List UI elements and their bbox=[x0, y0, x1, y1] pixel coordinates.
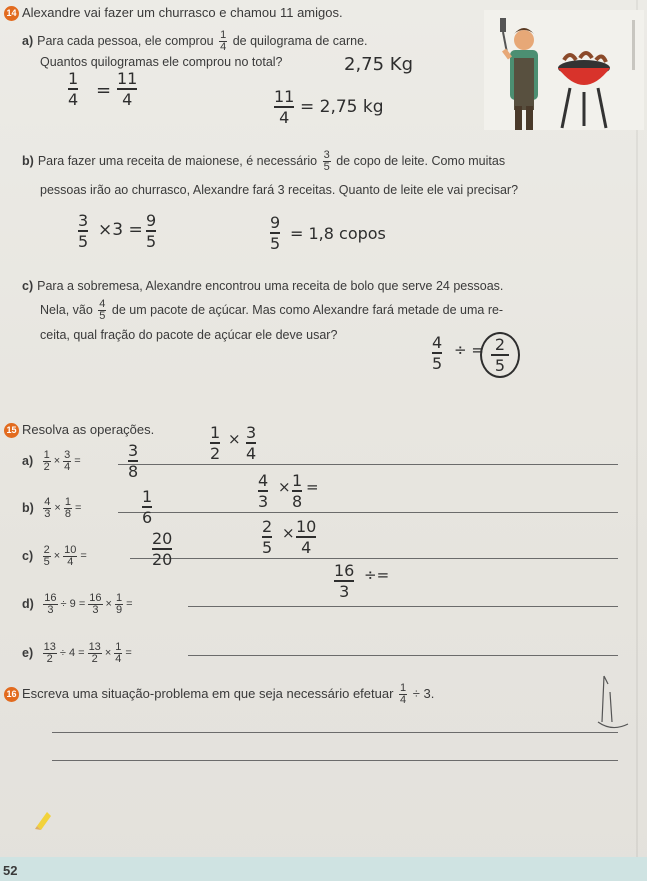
page-number: 52 bbox=[3, 863, 18, 878]
hw-num: 3 bbox=[128, 441, 139, 460]
scratch-frac bbox=[296, 518, 316, 556]
frac-num: 3 bbox=[64, 449, 71, 461]
fraction bbox=[43, 593, 57, 616]
man-leg-right bbox=[526, 106, 533, 130]
q14a-line1 bbox=[22, 30, 368, 53]
hw-num: 4 bbox=[258, 471, 269, 490]
frac-den: 3 bbox=[92, 604, 99, 616]
scratch-frac bbox=[334, 562, 354, 600]
hw-den: 4 bbox=[68, 90, 79, 109]
frac-num: 10 bbox=[64, 544, 77, 556]
sketch-stroke bbox=[598, 676, 628, 728]
fraction bbox=[63, 545, 77, 568]
hw-den: 4 bbox=[301, 538, 312, 557]
hw-den: 5 bbox=[146, 232, 157, 251]
scratch-op: × bbox=[282, 524, 295, 542]
frac-num: 1 bbox=[115, 592, 123, 604]
q14c-hw-circled-answer bbox=[480, 332, 520, 378]
operator: ÷ 4 = bbox=[59, 647, 85, 659]
frac-num: 4 bbox=[44, 496, 51, 508]
frac-num: 4 bbox=[99, 298, 106, 310]
frac-den: 8 bbox=[64, 508, 71, 520]
q16-text2: ÷ 3. bbox=[412, 685, 435, 701]
q14b-hw-times: ×3 = bbox=[98, 220, 143, 240]
q14b-text3: pessoas irão ao churrasco, Alexandre fará 3 receitas. Quanto de leite ele vai precisar? bbox=[40, 183, 519, 197]
q14b-hw-frac1 bbox=[78, 212, 88, 250]
frac-num: 16 bbox=[44, 592, 57, 604]
q14c-label: c) bbox=[22, 279, 34, 293]
frac-den: 3 bbox=[47, 604, 54, 616]
pencil-icon bbox=[33, 808, 55, 830]
man-apron bbox=[514, 58, 534, 110]
answer-line-c bbox=[130, 558, 618, 559]
answer-line-d bbox=[188, 606, 618, 607]
q14c-hw-eq: ÷ = bbox=[454, 341, 484, 359]
q15-title-text: Resolva as operações. bbox=[22, 422, 155, 437]
footer-band bbox=[0, 857, 647, 881]
hw-num: 1 bbox=[292, 471, 303, 490]
scratch-frac bbox=[292, 472, 302, 510]
frac-num: 3 bbox=[323, 149, 330, 161]
fraction bbox=[43, 642, 57, 665]
frac-num: 13 bbox=[88, 641, 101, 653]
q14b-label: b) bbox=[22, 153, 34, 168]
fraction bbox=[43, 450, 51, 473]
operator: × bbox=[104, 647, 112, 659]
frac-den: 2 bbox=[46, 653, 53, 665]
item-label: b) bbox=[22, 500, 34, 515]
frac-den: 9 bbox=[115, 604, 123, 616]
hw-num: 9 bbox=[270, 213, 281, 232]
hw-num: 4 bbox=[432, 333, 443, 352]
q16-badge: 16 bbox=[4, 687, 19, 702]
scratch-frac bbox=[246, 424, 256, 462]
hw-num: 1 bbox=[142, 487, 153, 506]
scratch-frac bbox=[258, 472, 268, 510]
answer-line-b bbox=[118, 512, 618, 513]
hw-den: 5 bbox=[270, 234, 281, 253]
operator: × bbox=[105, 598, 112, 610]
q14c-line3 bbox=[40, 328, 337, 343]
equals: = bbox=[125, 647, 132, 659]
hw-num: 11 bbox=[274, 87, 295, 106]
hw-num: 2 bbox=[494, 335, 506, 354]
hw-den: 2 bbox=[210, 444, 221, 463]
q16-text1: Escreva uma situação-problema em que seja necessário efetuar bbox=[22, 685, 394, 701]
frac-den: 4 bbox=[67, 556, 74, 568]
q16-prompt bbox=[4, 683, 434, 706]
hw-den: 20 bbox=[152, 550, 173, 569]
q14c-text2a: Nela, vão bbox=[40, 302, 93, 317]
q15a-hw-answer bbox=[128, 442, 138, 480]
equals: = bbox=[74, 455, 81, 467]
scratch-op: × bbox=[278, 478, 291, 496]
equals: = bbox=[74, 502, 82, 514]
hw-den: 4 bbox=[279, 108, 290, 127]
q15-item-d bbox=[22, 593, 134, 616]
q14-intro-text: Alexandre vai fazer um churrasco e chamou 11 amigos. bbox=[22, 5, 343, 20]
q14b-fraction bbox=[323, 150, 331, 173]
q14c-line2 bbox=[40, 299, 503, 322]
q14-intro bbox=[4, 5, 343, 21]
operator: × bbox=[54, 502, 61, 514]
item-label: a) bbox=[22, 453, 34, 468]
man-head bbox=[514, 30, 534, 50]
q14c-fraction bbox=[98, 299, 106, 322]
scratch-op: × bbox=[228, 430, 241, 448]
hw-num: 1 bbox=[210, 423, 221, 442]
hw-den: 6 bbox=[142, 508, 153, 527]
hw-den: 3 bbox=[339, 582, 350, 601]
q14a-line2 bbox=[40, 55, 283, 70]
q16-answer-line-2[interactable] bbox=[52, 760, 618, 761]
item-label: d) bbox=[22, 596, 34, 611]
frac-den: 4 bbox=[115, 653, 122, 665]
frac-den: 2 bbox=[91, 653, 98, 665]
hw-den: 5 bbox=[78, 232, 89, 251]
frac-num: 1 bbox=[220, 29, 227, 41]
barbecue-illustration bbox=[484, 10, 644, 130]
q14a-hw-result: = 2,75 kg bbox=[300, 97, 384, 117]
pencil-body bbox=[37, 812, 51, 830]
q14c-text3: ceita, qual fração do pacote de açúcar ele deve usar? bbox=[40, 328, 338, 342]
operator: × bbox=[53, 550, 61, 562]
item-label: c) bbox=[22, 548, 34, 563]
frac-num: 1 bbox=[64, 496, 71, 508]
equals: = bbox=[126, 598, 133, 610]
q14b-text2: de copo de leite. Como muitas bbox=[336, 153, 506, 168]
frac-num: 2 bbox=[43, 544, 50, 556]
answer-line-e bbox=[188, 655, 618, 656]
hw-num: 1 bbox=[68, 69, 79, 88]
scratch-frac bbox=[262, 518, 272, 556]
q15-item-c bbox=[22, 545, 88, 568]
frac-den: 5 bbox=[99, 310, 106, 322]
q14a-text2: de quilograma de carne. bbox=[232, 33, 368, 48]
frac-den: 4 bbox=[64, 461, 71, 473]
q14c-hw-frac1 bbox=[432, 334, 442, 372]
q14c-line1 bbox=[22, 279, 503, 294]
frac-den: 2 bbox=[43, 461, 50, 473]
q14b-text1: Para fazer uma receita de maionese, é necessário bbox=[37, 153, 318, 168]
scratch-tail: ÷= bbox=[364, 566, 390, 584]
hw-num: 20 bbox=[152, 529, 173, 548]
q14c-text2b: de um pacote de açúcar. Mas como Alexandre fará metade de uma re- bbox=[111, 302, 504, 317]
fraction bbox=[88, 642, 102, 665]
q14a-text1: Para cada pessoa, ele comprou bbox=[37, 33, 214, 48]
q16-fraction bbox=[399, 683, 407, 706]
q14b-hw-frac3 bbox=[270, 214, 280, 252]
q14b-hw-frac2 bbox=[146, 212, 156, 250]
q15b-hw-answer bbox=[142, 488, 152, 526]
hw-num: 11 bbox=[117, 69, 138, 88]
q14a-hw-frac2 bbox=[117, 70, 137, 108]
hw-den: 4 bbox=[246, 444, 257, 463]
fraction bbox=[115, 593, 123, 616]
scratch-frac bbox=[210, 424, 220, 462]
fraction bbox=[43, 497, 51, 520]
q14a-hw-frac1 bbox=[68, 70, 78, 108]
q14a-text3: Quantos quilogramas ele comprou no total? bbox=[40, 55, 283, 69]
q14a-label: a) bbox=[22, 33, 34, 48]
frac-den: 3 bbox=[44, 508, 51, 520]
fraction bbox=[43, 545, 51, 568]
operator: × bbox=[53, 455, 61, 467]
hw-num: 2 bbox=[262, 517, 273, 536]
hw-den: 5 bbox=[494, 356, 506, 375]
q15c-hw-answer bbox=[152, 530, 172, 568]
q15-item-a bbox=[22, 450, 82, 473]
hw-num: 3 bbox=[246, 423, 257, 442]
hw-den: 8 bbox=[128, 462, 139, 481]
operator: ÷ 9 = bbox=[60, 598, 86, 610]
hw-den: 5 bbox=[262, 538, 273, 557]
q16-answer-line-1[interactable] bbox=[52, 732, 618, 733]
q14a-fraction bbox=[219, 30, 227, 53]
hw-num: 16 bbox=[334, 561, 355, 580]
hw-den: 3 bbox=[258, 492, 269, 511]
frac-num: 1 bbox=[115, 641, 122, 653]
hw-den: 4 bbox=[122, 90, 133, 109]
fraction bbox=[114, 642, 122, 665]
q15-item-b bbox=[22, 497, 82, 520]
frac-num: 16 bbox=[89, 592, 102, 604]
answer-line-a bbox=[118, 464, 618, 465]
scratch-eq: = bbox=[306, 478, 319, 496]
pencil-sketch-icon bbox=[588, 672, 636, 742]
man-leg-left bbox=[515, 106, 522, 130]
q14c-text1: Para a sobremesa, Alexandre encontrou uma receita de bolo que serve 24 pessoas. bbox=[37, 279, 504, 293]
illus-credit bbox=[632, 20, 635, 70]
hw-den: 8 bbox=[292, 492, 303, 511]
q14a-hw-frac3 bbox=[274, 88, 294, 126]
hw-num: 3 bbox=[78, 211, 89, 230]
frac-den: 5 bbox=[323, 161, 330, 173]
frac-den: 4 bbox=[220, 41, 227, 53]
hw-num: 10 bbox=[296, 517, 317, 536]
fraction bbox=[63, 450, 71, 473]
frac-num: 1 bbox=[43, 449, 50, 461]
frac-num: 13 bbox=[43, 641, 56, 653]
q15-title bbox=[4, 422, 154, 438]
hw-den: 5 bbox=[432, 354, 443, 373]
hw-num: 9 bbox=[146, 211, 157, 230]
q15-item-e bbox=[22, 642, 133, 665]
item-label: e) bbox=[22, 645, 34, 660]
q15-badge: 15 bbox=[4, 423, 19, 438]
q14b-hw-result: = 1,8 copos bbox=[290, 224, 386, 243]
q14-badge: 14 bbox=[4, 6, 19, 21]
q14b-line2 bbox=[40, 183, 518, 198]
q14a-hw-answer: 2,75 Kg bbox=[344, 54, 414, 75]
fraction bbox=[64, 497, 72, 520]
fraction bbox=[88, 593, 102, 616]
equals: = bbox=[80, 550, 87, 562]
frac-den: 4 bbox=[400, 694, 407, 706]
frac-den: 5 bbox=[43, 556, 50, 568]
frac-num: 1 bbox=[400, 682, 407, 694]
q14b-line1 bbox=[22, 150, 505, 173]
spatula-icon bbox=[500, 18, 506, 32]
q14a-hw-eq: = bbox=[96, 80, 112, 101]
